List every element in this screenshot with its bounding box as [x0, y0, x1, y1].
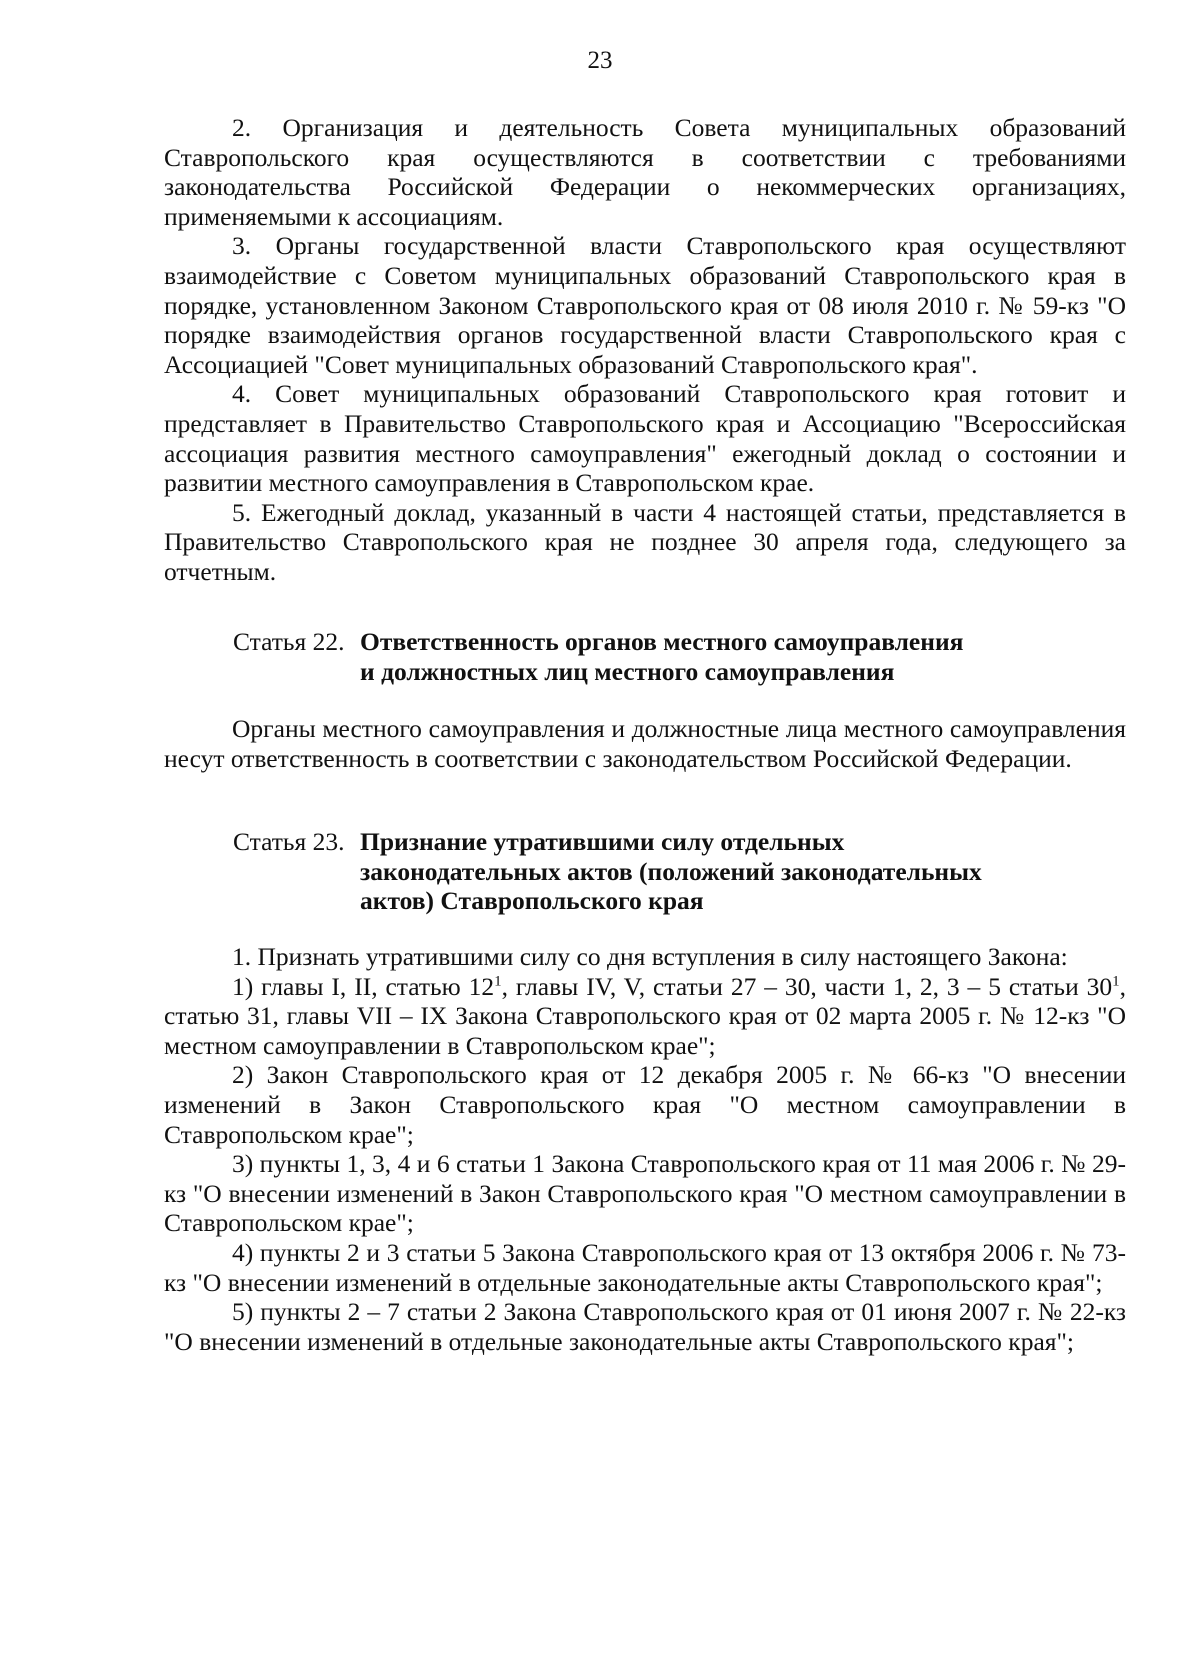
article22-body [164, 714, 1126, 773]
article22-title-line: и должностных лиц местного самоуправления [360, 656, 895, 686]
article23-label: Статья 23. [233, 827, 345, 856]
paragraph: 5. Ежегодный доклад, указанный в части 4 настоящей статьи, представляется в Правительство Ставропольского края не позднее 30 апреля года, следующего за отчетным. [164, 497, 1126, 586]
article22-title-line: Ответственность органов местного самоуправления [360, 627, 964, 656]
article23-title [360, 827, 1113, 916]
paragraph: 2. Организация и деятельность Совета муниципальных образований Ставропольского края осуществляются в соответствии с требованиями законодательства Российской Федерации о некоммерческих организациях, применяемыми к ассоциациям. [164, 113, 1126, 231]
article23-title-line: актов) Ставропольского края [360, 886, 704, 916]
article21-continuation [164, 113, 1126, 587]
article22-heading [233, 627, 1113, 686]
paragraph: 3. Органы государственной власти Ставропольского края осуществляют взаимодействие с Советом муниципальных образований Ставропольского края в порядке, установленном Законом Ставропольского края от 08 июля 2010 г. № 59-кз "О порядке взаимодействия органов государственной власти Ставропольского края с Ассоциацией "Совет муниципальных образований Ставропольского края". [164, 231, 1126, 379]
list-item: 1) главы I, II, статью $12^1$, главы IV, V, статьи 27 – 30, части 1, 2, 3 – 5 статьи $30^1$, статью 31, главы VII – IX Закона Ставропольского края от 02 марта 2005 г. № 12-кз "О местном самоуправлении в Ставропольском крае"; [164, 971, 1126, 1060]
paragraph: Органы местного самоуправления и должностные лица местного самоуправления несут ответственность в соответствии с законодательством Российской Федерации. [164, 714, 1126, 773]
article23-body [164, 942, 1126, 1356]
page-number: 23 [587, 47, 613, 74]
list-item: 2) Закон Ставропольского края от 12 декабря 2005 г. № 66-кз "О внесении изменений в Закон Ставропольского края "О местном самоуправлении в Ставропольском крае"; [164, 1060, 1126, 1149]
article23-title-line: законодательных актов (положений законодательных [360, 856, 982, 886]
list-item: 4) пункты 2 и 3 статьи 5 Закона Ставропольского края от 13 октября 2006 г. № 73-кз "О внесении изменений в отдельные законодательные акты Ставропольского края"; [164, 1237, 1126, 1297]
paragraph: 4. Совет муниципальных образований Ставропольского края готовит и представляет в Правительство Ставропольского края и Ассоциацию "Всероссийская ассоциация развития местного самоуправления" ежегодный доклад о состоянии и развитии местного самоуправления в Ставропольском крае. [164, 379, 1126, 498]
article23-title-line: Признание утратившими силу отдельных [360, 827, 845, 856]
article22-title [360, 627, 1113, 686]
list-item: 5) пункты 2 – 7 статьи 2 Закона Ставропольского края от 01 июня 2007 г. № 22-кз "О внесении изменений в отдельные законодательные акты Ставропольского края"; [164, 1297, 1126, 1356]
article22-label: Статья 22. [233, 627, 345, 656]
article23-heading [233, 827, 1113, 916]
list-item: 3) пункты 1, 3, 4 и 6 статьи 1 Закона Ставропольского края от 11 мая 2006 г. № 29-кз "О внесении изменений в Закон Ставропольского края "О местном самоуправлении в Ставропольском крае"; [164, 1149, 1126, 1238]
paragraph: 1. Признать утратившими силу со дня вступления в силу настоящего Закона: [232, 942, 1068, 971]
